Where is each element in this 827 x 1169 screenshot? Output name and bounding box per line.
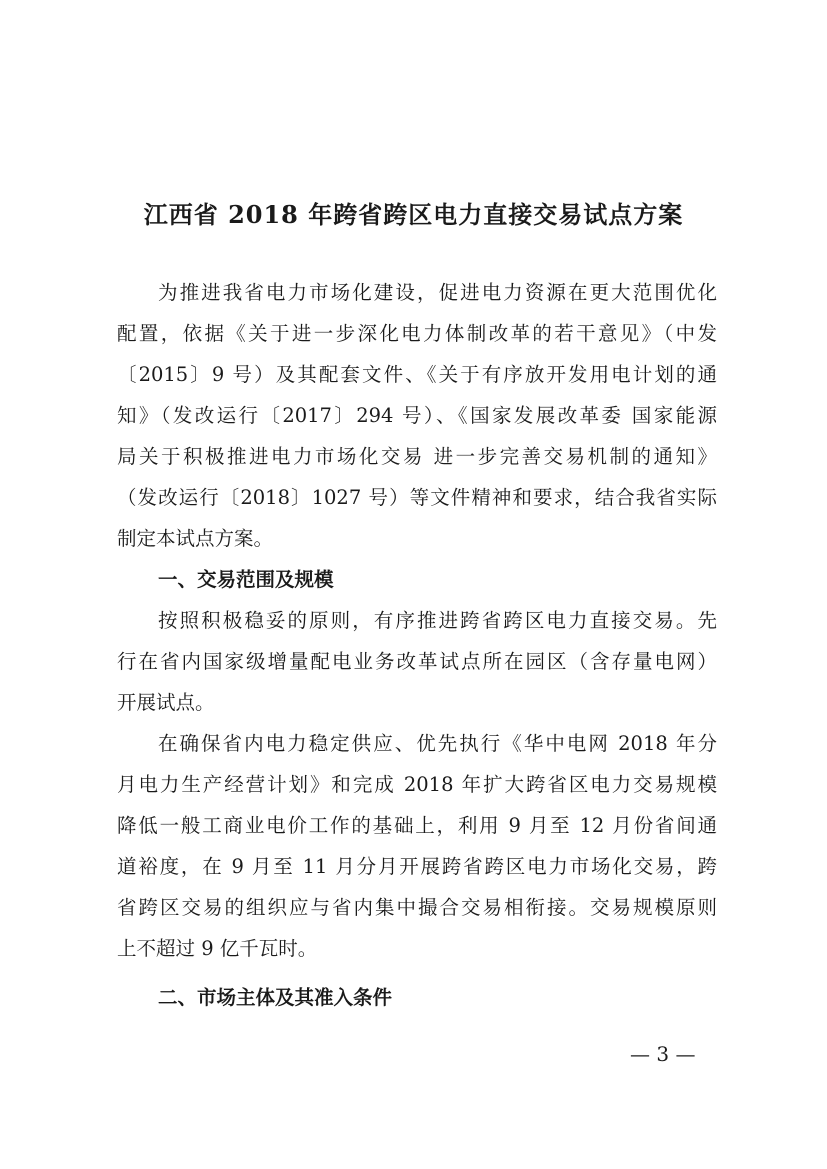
document-body — [117, 272, 717, 1018]
text-line: 制定本试点方案。 — [117, 527, 274, 550]
spacer — [117, 969, 717, 977]
text-line: （发改运行〔2018〕1027 号）等文件精神和要求，结合我省实际 — [117, 486, 717, 509]
section-heading-market-entities: 二、市场主体及其准入条件 — [158, 986, 393, 1009]
text-line: 配置，依据《关于进一步深化电力体制改革的若干意见》（中发 — [117, 322, 717, 345]
document-title: 江西省 2018 年跨省跨区电力直接交易试点方案 — [143, 200, 684, 229]
text-line: 省跨区交易的组织应与省内集中撮合交易相衔接。交易规模原则 — [117, 896, 717, 919]
text-line: 知》（发改运行〔2017〕294 号）、《国家发展改革委 国家能源 — [117, 404, 717, 427]
section-heading-scope: 一、交易范围及规模 — [158, 568, 334, 591]
text-line: 降低一般工商业电价工作的基础上，利用 9 月至 12 月份省间通 — [117, 814, 717, 837]
text-line: 〔2015〕9 号）及其配套文件、《关于有序放开发用电计划的通 — [117, 363, 717, 386]
text-line: 上不超过 9 亿千瓦时。 — [117, 937, 318, 960]
text-line: 月电力生产经营计划》和完成 2018 年扩大跨省区电力交易规模 — [117, 773, 717, 796]
text-line: 道裕度，在 9 月至 11 月分月开展跨省跨区电力市场化交易，跨 — [117, 855, 717, 878]
paragraph-scale — [117, 723, 717, 969]
text-line: 开展试点。 — [117, 691, 215, 714]
text-line: 行在省内国家级增量配电业务改革试点所在园区（含存量电网） — [117, 650, 717, 673]
text-line: 为推进我省电力市场化建设，促进电力资源在更大范围优化 — [158, 281, 717, 304]
paragraph-scope — [117, 600, 717, 723]
text-line: 按照积极稳妥的原则，有序推进跨省跨区电力直接交易。先 — [158, 609, 717, 632]
paragraph-intro — [117, 272, 717, 559]
text-line: 局关于积极推进电力市场化交易 进一步完善交易机制的通知》 — [117, 445, 717, 468]
text-line: 在确保省内电力稳定供应、优先执行《华中电网 2018 年分 — [158, 732, 717, 755]
page-number: — 3 — — [630, 1042, 696, 1066]
